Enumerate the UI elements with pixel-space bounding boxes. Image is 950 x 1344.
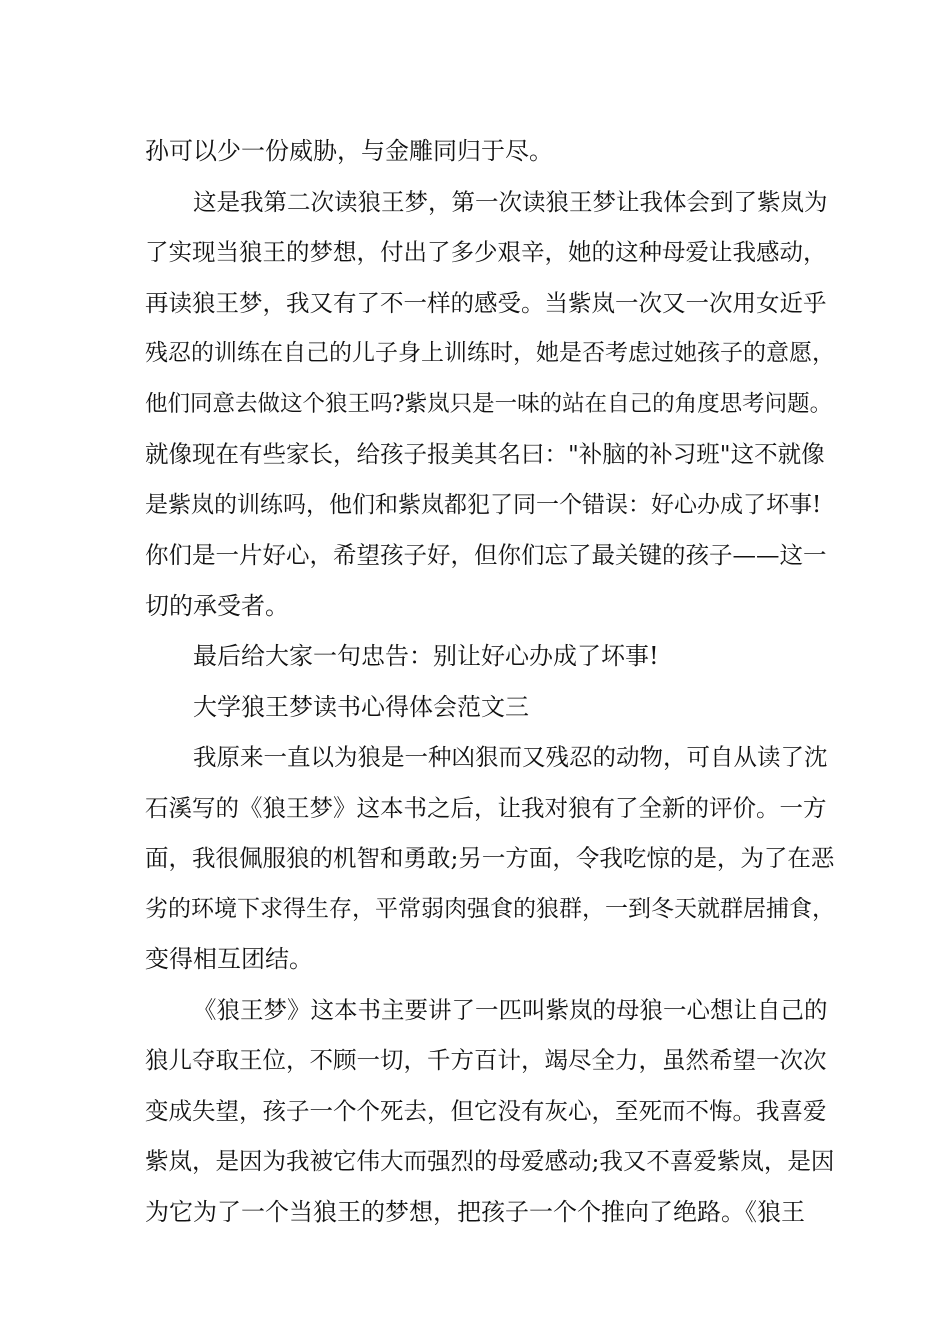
text-line: 孙可以少一份威胁，与金雕同归于尽。 (145, 137, 553, 165)
text-line: 变成失望，孩子一个个死去，但它没有灰心，至死而不悔。我喜爱 (145, 1096, 827, 1125)
text-line: 是紫岚的训练吗，他们和紫岚都犯了同一个错误：好心办成了坏事! (145, 491, 822, 518)
text-line: 你们是一片好心，希望孩子好，但你们忘了最关键的孩子——这一 (145, 541, 827, 569)
text-line: 残忍的训练在自己的儿子身上训练时，她是否考虑过她孩子的意愿， (145, 340, 835, 366)
text-line: 我原来一直以为狼是一种凶狠而又残忍的动物，可自从读了沈 (193, 743, 828, 771)
text-line: 狼儿夺取王位，不顾一切，千方百计，竭尽全力，虽然希望一次次 (145, 1046, 827, 1074)
text-line: 紫岚，是因为我被它伟大而强烈的母爱感动;我又不喜爱紫岚，是因 (145, 1147, 835, 1175)
text-line: 《狼王梦》这本书主要讲了一匹叫紫岚的母狼一心想让自己的 (193, 995, 828, 1024)
text-line: 他们同意去做这个狼王吗?紫岚只是一味的站在自己的角度思考问题。 (145, 390, 833, 417)
text-line: 面，我很佩服狼的机智和勇敢;另一方面，令我吃惊的是，为了在恶 (145, 844, 835, 872)
text-line: 大学狼王梦读书心得体会范文三 (193, 692, 529, 721)
text-line: 了实现当狼王的梦想，付出了多少艰辛，她的这种母爱让我感动， (145, 238, 827, 266)
text-line: 为它为了一个当狼王的梦想，把孩子一个个推向了绝路。《狼王 (145, 1197, 805, 1226)
text-line: 石溪写的《狼王梦》这本书之后，让我对狼有了全新的评价。一方 (145, 793, 827, 822)
text-line: 这是我第二次读狼王梦，第一次读狼王梦让我体会到了紫岚为 (193, 187, 828, 216)
text-line: 切的承受者。 (145, 591, 289, 620)
text-line: 最后给大家一句忠告：别让好心办成了坏事! (193, 642, 659, 670)
text-line: 就像现在有些家长，给孩子报美其名曰："补脑的补习班"这不就像 (145, 440, 825, 468)
text-line: 劣的环境下求得生存，平常弱肉强食的狼群，一到冬天就群居捕食， (145, 895, 835, 922)
text-line: 变得相互团结。 (145, 945, 313, 973)
document-body (145, 126, 835, 1237)
text-line: 再读狼王梦，我又有了不一样的感受。当紫岚一次又一次用女近乎 (145, 288, 827, 317)
